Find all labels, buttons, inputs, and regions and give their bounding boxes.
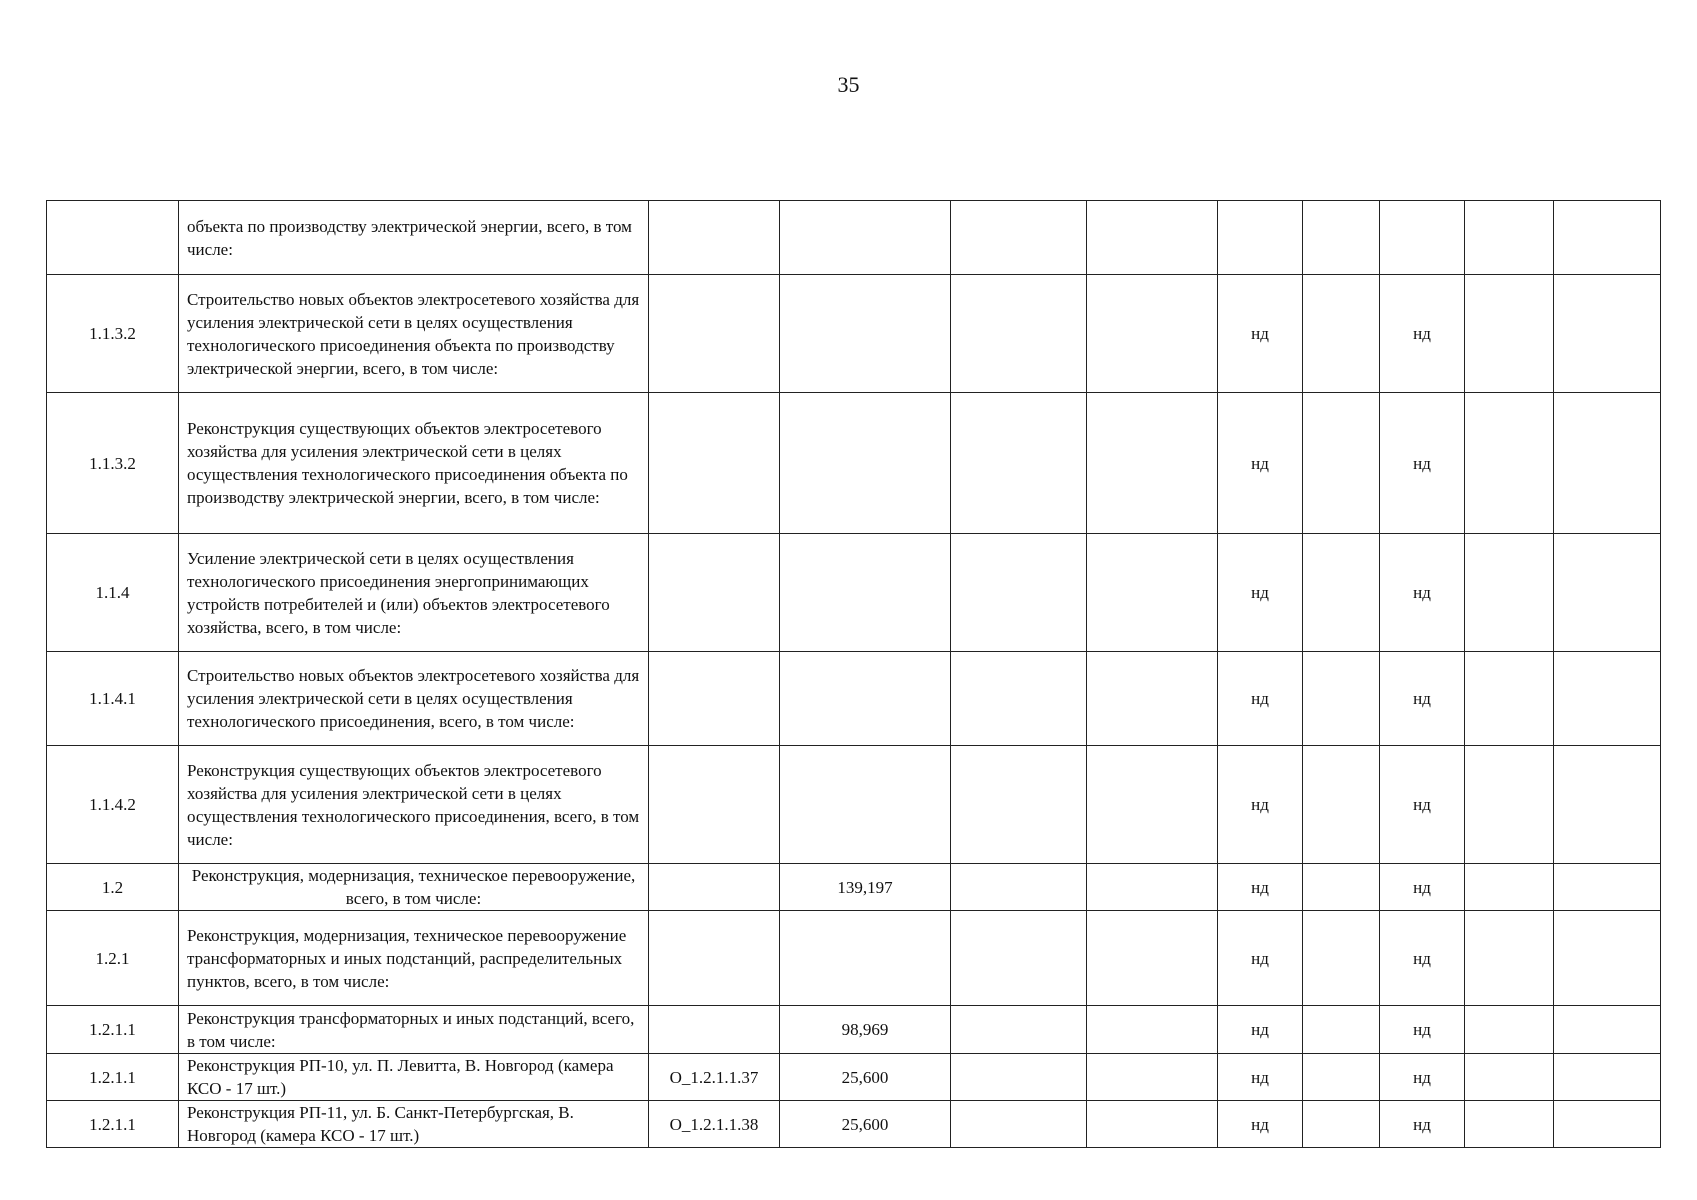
empty-cell bbox=[1303, 1006, 1380, 1054]
row-mark-2: нд bbox=[1380, 1101, 1465, 1148]
row-value bbox=[780, 534, 951, 652]
empty-cell bbox=[1554, 746, 1661, 864]
empty-cell bbox=[1554, 534, 1661, 652]
page-number: 35 bbox=[837, 72, 860, 97]
empty-cell bbox=[1303, 746, 1380, 864]
empty-cell bbox=[951, 275, 1087, 393]
row-mark-1: нд bbox=[1218, 1054, 1303, 1101]
row-code bbox=[649, 1006, 780, 1054]
empty-cell bbox=[1554, 652, 1661, 746]
table-row bbox=[47, 201, 1661, 275]
empty-cell bbox=[1303, 652, 1380, 746]
empty-cell bbox=[1303, 864, 1380, 911]
empty-cell bbox=[1465, 911, 1554, 1006]
row-value bbox=[780, 911, 951, 1006]
empty-cell bbox=[1087, 1101, 1218, 1148]
empty-cell bbox=[1087, 275, 1218, 393]
row-number: 1.1.3.2 bbox=[47, 393, 179, 534]
row-mark-2: нд bbox=[1380, 746, 1465, 864]
row-name: Реконструкция, модернизация, техническое перевооружение, всего, в том числе: bbox=[179, 864, 649, 911]
row-number: 1.2.1 bbox=[47, 911, 179, 1006]
row-number: 1.2 bbox=[47, 864, 179, 911]
row-value bbox=[780, 652, 951, 746]
row-number: 1.1.4.1 bbox=[47, 652, 179, 746]
row-name: Реконструкция трансформаторных и иных подстанций, всего, в том числе: bbox=[179, 1006, 649, 1054]
row-value bbox=[780, 393, 951, 534]
row-code: О_1.2.1.1.38 bbox=[649, 1101, 780, 1148]
empty-cell bbox=[1087, 393, 1218, 534]
empty-cell bbox=[1087, 1006, 1218, 1054]
row-value: 25,600 bbox=[780, 1101, 951, 1148]
empty-cell bbox=[951, 534, 1087, 652]
empty-cell bbox=[1303, 393, 1380, 534]
empty-cell bbox=[1303, 1054, 1380, 1101]
row-number: 1.2.1.1 bbox=[47, 1101, 179, 1148]
empty-cell bbox=[1554, 911, 1661, 1006]
empty-cell bbox=[1554, 393, 1661, 534]
empty-cell bbox=[1465, 652, 1554, 746]
empty-cell bbox=[1303, 201, 1380, 275]
row-mark-1: нд bbox=[1218, 393, 1303, 534]
table-row bbox=[47, 393, 1661, 534]
row-value bbox=[780, 275, 951, 393]
table-row bbox=[47, 746, 1661, 864]
empty-cell bbox=[1303, 911, 1380, 1006]
row-number: 1.1.4 bbox=[47, 534, 179, 652]
row-mark-1: нд bbox=[1218, 864, 1303, 911]
row-value: 25,600 bbox=[780, 1054, 951, 1101]
row-name: Строительство новых объектов электросетевого хозяйства для усиления электрической сети в целях осуществления технологического присоединения, всего, в том числе: bbox=[179, 652, 649, 746]
empty-cell bbox=[951, 1101, 1087, 1148]
row-mark-2: нд bbox=[1380, 534, 1465, 652]
row-mark-2: нд bbox=[1380, 1054, 1465, 1101]
empty-cell bbox=[1303, 1101, 1380, 1148]
empty-cell bbox=[1554, 1054, 1661, 1101]
empty-cell bbox=[1465, 275, 1554, 393]
table-row bbox=[47, 652, 1661, 746]
row-name: Реконструкция РП-10, ул. П. Левитта, В. Новгород (камера КСО - 17 шт.) bbox=[179, 1054, 649, 1101]
row-mark-2 bbox=[1380, 201, 1465, 275]
empty-cell bbox=[1554, 1101, 1661, 1148]
row-number: 1.1.3.2 bbox=[47, 275, 179, 393]
empty-cell bbox=[1465, 534, 1554, 652]
row-name: объекта по производству электрической энергии, всего, в том числе: bbox=[179, 201, 649, 275]
row-number: 1.2.1.1 bbox=[47, 1054, 179, 1101]
row-name: Реконструкция существующих объектов электросетевого хозяйства для усиления электрической сети в целях осуществления технологического присоединения, всего, в том числе: bbox=[179, 746, 649, 864]
empty-cell bbox=[1087, 534, 1218, 652]
row-name: Реконструкция существующих объектов электросетевого хозяйства для усиления электрической сети в целях осуществления технологического присоединения объекта по производству электрической энергии, всего, в том числе: bbox=[179, 393, 649, 534]
empty-cell bbox=[1087, 1054, 1218, 1101]
empty-cell bbox=[1554, 201, 1661, 275]
empty-cell bbox=[1554, 275, 1661, 393]
row-mark-1: нд bbox=[1218, 275, 1303, 393]
data-table bbox=[46, 200, 1661, 1148]
empty-cell bbox=[1554, 864, 1661, 911]
empty-cell bbox=[1087, 652, 1218, 746]
row-mark-2: нд bbox=[1380, 652, 1465, 746]
row-number: 1.2.1.1 bbox=[47, 1006, 179, 1054]
row-mark-2: нд bbox=[1380, 864, 1465, 911]
table-row bbox=[47, 864, 1661, 911]
empty-cell bbox=[1303, 534, 1380, 652]
row-mark-2: нд bbox=[1380, 275, 1465, 393]
row-name: Реконструкция, модернизация, техническое перевооружение трансформаторных и иных подстанций, распределительных пунктов, всего, в том числе: bbox=[179, 911, 649, 1006]
table-row bbox=[47, 911, 1661, 1006]
empty-cell bbox=[951, 201, 1087, 275]
empty-cell bbox=[1465, 1054, 1554, 1101]
empty-cell bbox=[1465, 393, 1554, 534]
row-value: 98,969 bbox=[780, 1006, 951, 1054]
row-name: Реконструкция РП-11, ул. Б. Санкт-Петербургская, В. Новгород (камера КСО - 17 шт.) bbox=[179, 1101, 649, 1148]
row-name: Строительство новых объектов электросетевого хозяйства для усиления электрической сети в целях осуществления технологического присоединения объекта по производству электрической энергии, всего, в том числе: bbox=[179, 275, 649, 393]
row-value: 139,197 bbox=[780, 864, 951, 911]
empty-cell bbox=[951, 652, 1087, 746]
row-mark-2: нд bbox=[1380, 1006, 1465, 1054]
empty-cell bbox=[1087, 201, 1218, 275]
row-code bbox=[649, 275, 780, 393]
empty-cell bbox=[1087, 911, 1218, 1006]
empty-cell bbox=[1087, 864, 1218, 911]
row-mark-1: нд bbox=[1218, 1006, 1303, 1054]
empty-cell bbox=[1465, 1006, 1554, 1054]
row-mark-1: нд bbox=[1218, 911, 1303, 1006]
empty-cell bbox=[951, 746, 1087, 864]
row-mark-1: нд bbox=[1218, 1101, 1303, 1148]
row-mark-2: нд bbox=[1380, 393, 1465, 534]
table-row bbox=[47, 1006, 1661, 1054]
empty-cell bbox=[1554, 1006, 1661, 1054]
table-row bbox=[47, 1101, 1661, 1148]
row-code bbox=[649, 911, 780, 1006]
empty-cell bbox=[1465, 201, 1554, 275]
row-name: Усиление электрической сети в целях осуществления технологического присоединения энергопринимающих устройств потребителей и (или) объектов электросетевого хозяйства, всего, в том числе: bbox=[179, 534, 649, 652]
row-code bbox=[649, 534, 780, 652]
row-mark-2: нд bbox=[1380, 911, 1465, 1006]
table-row bbox=[47, 275, 1661, 393]
row-code bbox=[649, 864, 780, 911]
row-mark-1: нд bbox=[1218, 534, 1303, 652]
row-code bbox=[649, 746, 780, 864]
empty-cell bbox=[1087, 746, 1218, 864]
row-code bbox=[649, 652, 780, 746]
row-mark-1: нд bbox=[1218, 746, 1303, 864]
empty-cell bbox=[951, 1054, 1087, 1101]
row-number: 1.1.4.2 bbox=[47, 746, 179, 864]
row-code bbox=[649, 201, 780, 275]
empty-cell bbox=[951, 911, 1087, 1006]
row-value bbox=[780, 201, 951, 275]
empty-cell bbox=[1465, 746, 1554, 864]
empty-cell bbox=[951, 864, 1087, 911]
empty-cell bbox=[1465, 1101, 1554, 1148]
table-row bbox=[47, 1054, 1661, 1101]
table-row bbox=[47, 534, 1661, 652]
row-mark-1: нд bbox=[1218, 652, 1303, 746]
row-code: О_1.2.1.1.37 bbox=[649, 1054, 780, 1101]
row-number bbox=[47, 201, 179, 275]
row-value bbox=[780, 746, 951, 864]
row-code bbox=[649, 393, 780, 534]
empty-cell bbox=[1465, 864, 1554, 911]
empty-cell bbox=[951, 1006, 1087, 1054]
empty-cell bbox=[951, 393, 1087, 534]
empty-cell bbox=[1303, 275, 1380, 393]
row-mark-1 bbox=[1218, 201, 1303, 275]
